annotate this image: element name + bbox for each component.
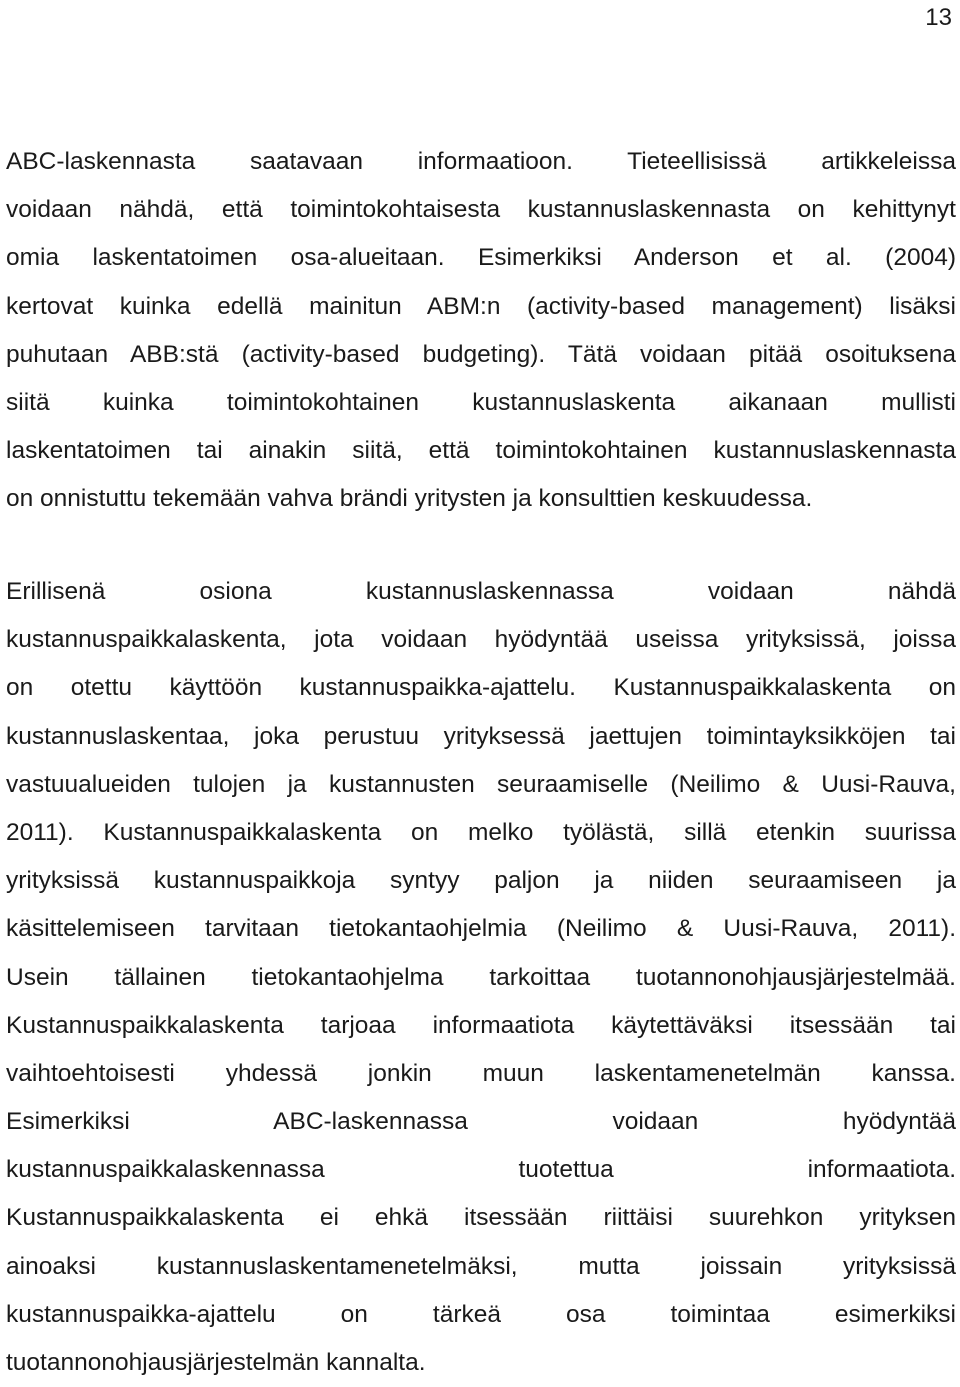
text-line: 2011). Kustannuspaikkalaskenta on melko työlästä, sillä etenkin suurissa bbox=[6, 818, 956, 846]
text-line: voidaan nähdä, että toimintokohtaisesta kustannuslaskennasta on kehittynyt bbox=[6, 196, 956, 224]
text-line: vaihtoehtoisesti yhdessä jonkin muun laskentamenetelmän kanssa. bbox=[6, 1059, 956, 1087]
text-line: kustannuslaskentaa, joka perustuu yrityksessä jaettujen toimintayksikköjen tai bbox=[6, 722, 956, 750]
text-line: laskentatoimen tai ainakin siitä, että toimintokohtainen kustannuslaskennasta bbox=[6, 437, 956, 465]
text-line: Kustannuspaikkalaskenta ei ehkä itsessään riittäisi suurehkon yrityksen bbox=[6, 1204, 956, 1232]
paragraph-2 bbox=[6, 568, 956, 1387]
text-line: siitä kuinka toimintokohtainen kustannuslaskenta aikanaan mullisti bbox=[6, 388, 956, 416]
paragraph-1 bbox=[6, 138, 956, 524]
text-line: Usein tällainen tietokantaohjelma tarkoittaa tuotannonohjausjärjestelmää. bbox=[6, 963, 956, 991]
text-line: tuotannonohjausjärjestelmän kannalta. bbox=[6, 1349, 426, 1376]
text-line: kustannuspaikka-ajattelu on tärkeä osa toimintaa esimerkiksi bbox=[6, 1300, 956, 1328]
text-line: kustannuspaikkalaskenta, jota voidaan hyödyntää useissa yrityksissä, joissa bbox=[6, 626, 956, 654]
text-line: Erillisenä osiona kustannuslaskennassa voidaan nähdä bbox=[6, 578, 956, 605]
text-line: vastuualueiden tulojen ja kustannusten seuraamiselle (Neilimo & Uusi-Rauva, bbox=[6, 770, 956, 798]
page-number: 13 bbox=[925, 4, 952, 31]
text-line: käsittelemiseen tarvitaan tietokantaohjelmia (Neilimo & Uusi-Rauva, 2011). bbox=[6, 915, 956, 943]
text-line: ABC-laskennasta saatavaan informaatioon. Tieteellisissä artikkeleissa bbox=[6, 148, 956, 175]
text-line: on otettu käyttöön kustannuspaikka-ajattelu. Kustannuspaikkalaskenta on bbox=[6, 674, 956, 702]
text-line: Esimerkiksi ABC-laskennassa voidaan hyödyntää bbox=[6, 1108, 956, 1136]
text-line: on onnistuttu tekemään vahva brändi yritysten ja konsulttien keskuudessa. bbox=[6, 485, 813, 513]
text-line: ainoaksi kustannuslaskentamenetelmäksi, mutta joissain yrityksissä bbox=[6, 1252, 956, 1280]
text-line: puhutaan ABB:stä (activity-based budgeting). Tätä voidaan pitää osoituksena bbox=[6, 340, 956, 368]
text-line: yrityksissä kustannuspaikkoja syntyy paljon ja niiden seuraamiseen ja bbox=[6, 867, 956, 895]
text-line: Kustannuspaikkalaskenta tarjoaa informaatiota käytettäväksi itsessään tai bbox=[6, 1011, 956, 1039]
text-line: kustannuspaikkalaskennassa tuotettua informaatiota. bbox=[6, 1156, 956, 1184]
text-line: omia laskentatoimen osa-alueitaan. Esimerkiksi Anderson et al. (2004) bbox=[6, 244, 956, 272]
text-line: kertovat kuinka edellä mainitun ABM:n (activity-based management) lisäksi bbox=[6, 292, 956, 320]
